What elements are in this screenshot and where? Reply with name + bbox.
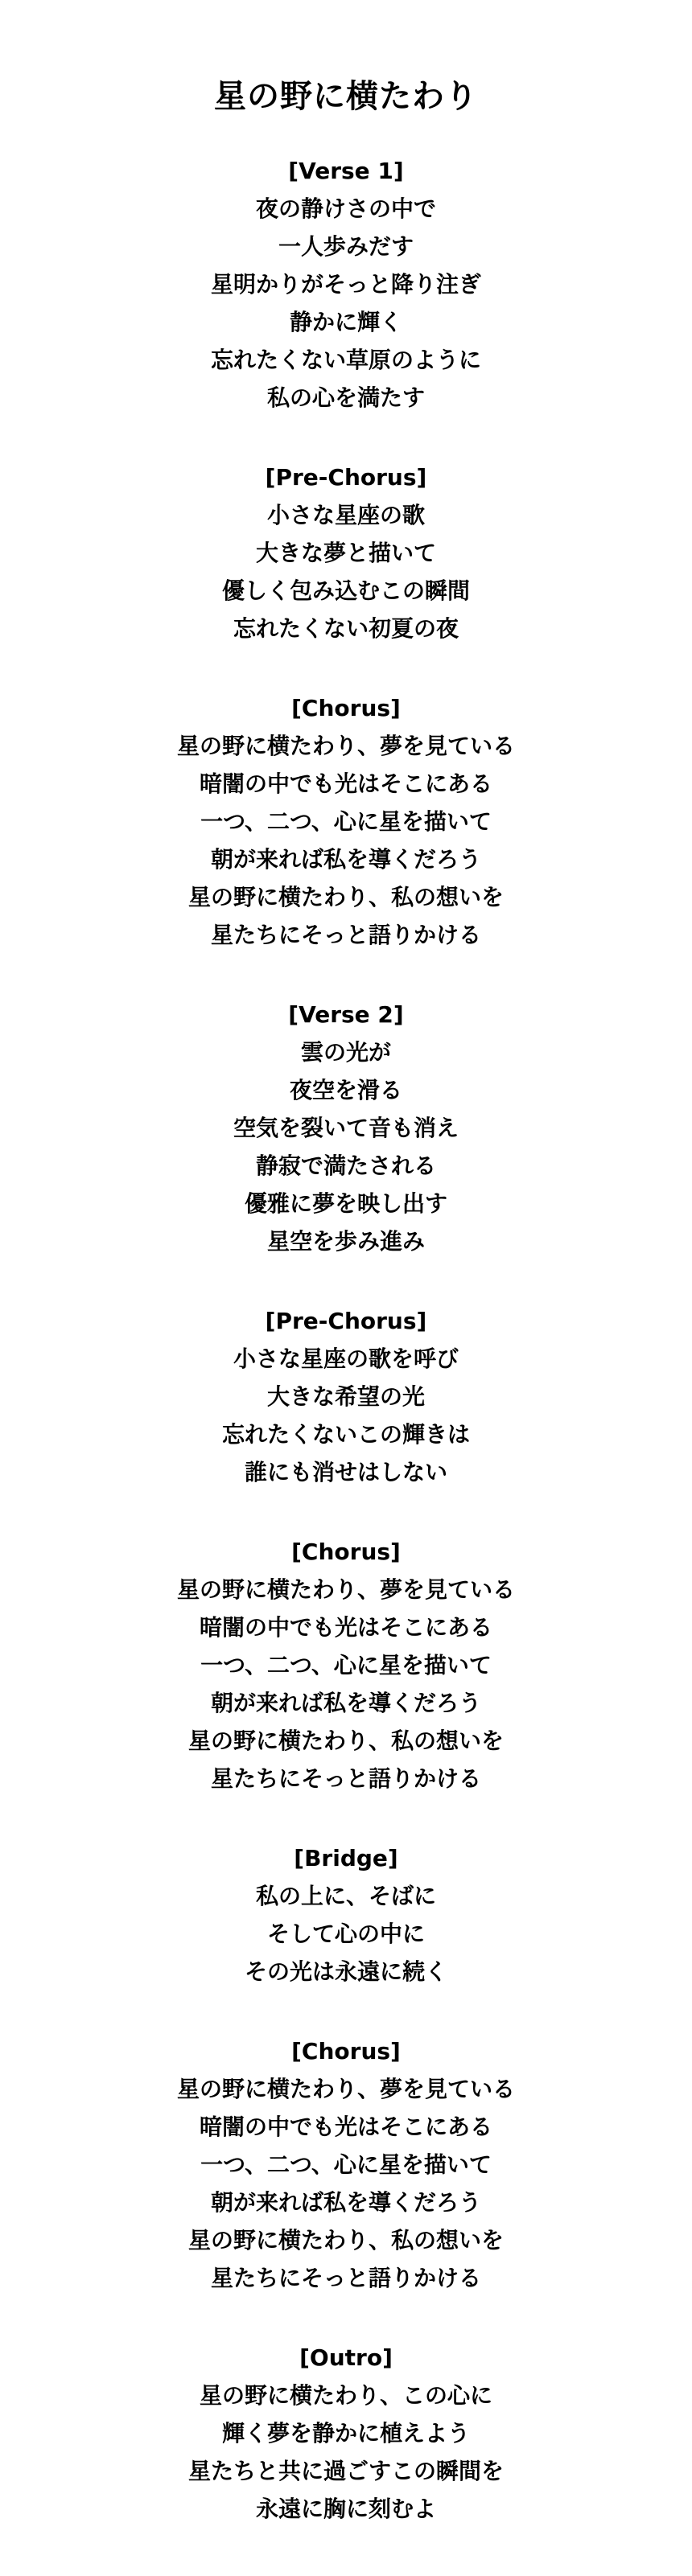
- lyrics-section: [0, 1839, 692, 1991]
- lyrics-section: [0, 152, 692, 417]
- lyric-line: 大きな夢と描いて: [255, 540, 436, 566]
- section-label: [Chorus]: [291, 2038, 401, 2064]
- lyric-line: 夜の静けさの中で: [255, 195, 436, 222]
- lyric-line: 空気を裂いて音も消え: [233, 1115, 459, 1141]
- lyric-line: 星たちにそっと語りかける: [210, 2265, 481, 2291]
- section-label: [Verse 1]: [288, 158, 404, 184]
- section-label: [Chorus]: [291, 1539, 401, 1565]
- lyric-line: 忘れたくないこの輝きは: [221, 1421, 470, 1448]
- lyric-line: 一つ、二つ、心に星を描いて: [200, 1652, 492, 1678]
- lyric-line: 朝が来れば私を導くだろう: [210, 1690, 481, 1716]
- lyric-line: 静かに輝く: [289, 309, 402, 335]
- lyric-line: 星明かりがそっと降り注ぎ: [210, 271, 481, 298]
- lyric-line: 私の上に、そばに: [255, 1883, 436, 1909]
- lyric-line: 暗闇の中でも光はそこにある: [199, 770, 492, 797]
- lyric-line: 小さな星座の歌を呼び: [233, 1346, 459, 1372]
- lyric-line: 私の心を満たす: [266, 384, 425, 411]
- lyric-line: 星の野に横たわり、夢を見ている: [176, 2076, 515, 2102]
- song-title: 星の野に横たわり: [214, 78, 478, 115]
- lyric-line: 星空を歩み進み: [266, 1228, 425, 1255]
- lyric-line: そして心の中に: [266, 1921, 425, 1947]
- lyric-line: 星の野に横たわり、私の想いを: [187, 2227, 504, 2253]
- lyric-line: 朝が来れば私を導くだろう: [210, 846, 481, 873]
- lyric-line: 輝く夢を静かに植えよう: [221, 2420, 470, 2447]
- section-label: [Pre-Chorus]: [265, 1308, 427, 1334]
- lyric-line: 優しく包み込むこの瞬間: [221, 577, 470, 604]
- lyric-line: 永遠に胸に刻むよ: [255, 2496, 436, 2522]
- lyric-line: 暗闇の中でも光はそこにある: [199, 1614, 492, 1641]
- lyric-line: 忘れたくない草原のように: [210, 347, 481, 373]
- lyrics-section: [0, 2339, 692, 2528]
- lyric-line: 一人歩みだす: [278, 233, 414, 260]
- lyric-line: 優雅に夢を映し出す: [244, 1190, 447, 1217]
- lyric-line: 静寂で満たされる: [255, 1152, 436, 1179]
- lyrics-section: [0, 1533, 692, 1797]
- lyric-line: その光は永遠に続く: [244, 1958, 447, 1985]
- lyric-line: 星たちにそっと語りかける: [210, 922, 481, 948]
- lyrics-section: [0, 2032, 692, 2297]
- lyrics-section: [0, 689, 692, 954]
- lyric-line: 小さな星座の歌: [266, 502, 425, 528]
- section-label: [Pre-Chorus]: [265, 464, 427, 491]
- lyric-line: 星たちと共に過ごすこの瞬間を: [187, 2458, 504, 2484]
- section-label: [Chorus]: [291, 695, 401, 721]
- lyric-line: 夜空を滑る: [289, 1077, 402, 1103]
- lyric-line: 誰にも消せはしない: [244, 1459, 447, 1485]
- lyric-line: 星の野に横たわり、この心に: [199, 2382, 492, 2409]
- lyric-line: 星たちにそっと語りかける: [210, 1765, 481, 1792]
- section-label: [Outro]: [299, 2344, 393, 2371]
- lyrics-sections: [0, 152, 692, 2528]
- lyrics-section: [0, 996, 692, 1260]
- lyric-line: 星の野に横たわり、私の想いを: [187, 884, 504, 910]
- lyric-line: 朝が来れば私を導くだろう: [210, 2189, 481, 2216]
- lyric-line: 雲の光が: [300, 1039, 391, 1066]
- lyric-line: 忘れたくない初夏の夜: [233, 615, 459, 642]
- lyric-line: 星の野に横たわり、夢を見ている: [176, 1576, 515, 1603]
- lyric-line: 星の野に横たわり、私の想いを: [187, 1728, 504, 1754]
- lyrics-section: [0, 458, 692, 647]
- lyrics-section: [0, 1302, 692, 1491]
- lyric-line: 一つ、二つ、心に星を描いて: [200, 808, 492, 835]
- lyric-line: 暗闇の中でも光はそこにある: [199, 2114, 492, 2140]
- lyric-line: 星の野に横たわり、夢を見ている: [176, 733, 515, 759]
- lyric-line: 大きな希望の光: [266, 1383, 425, 1410]
- section-label: [Verse 2]: [288, 1001, 404, 1028]
- section-label: [Bridge]: [294, 1845, 398, 1871]
- lyric-line: 一つ、二つ、心に星を描いて: [200, 2151, 492, 2178]
